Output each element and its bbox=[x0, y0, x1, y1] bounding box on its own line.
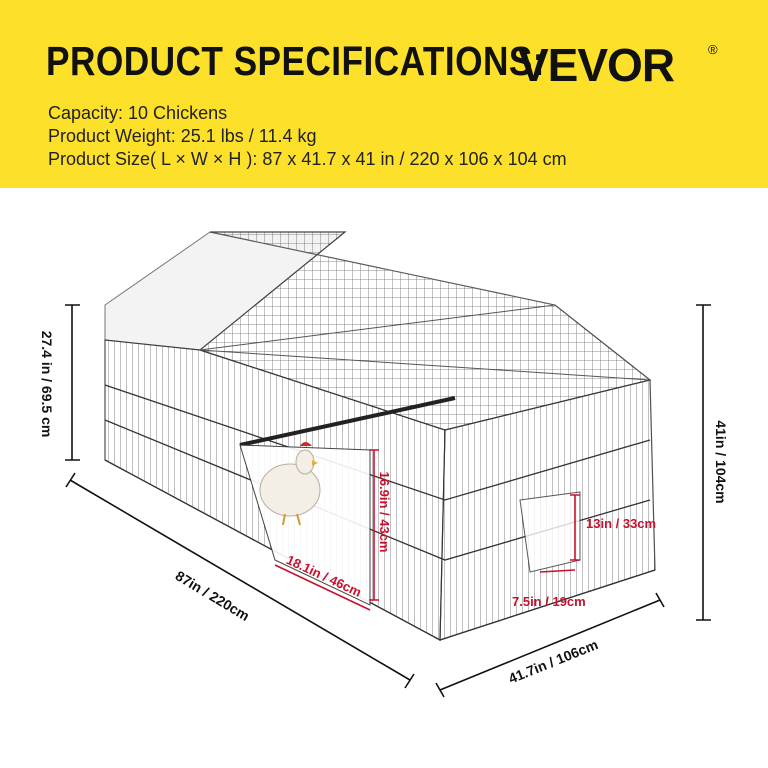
dim-total-height: 41in / 104cm bbox=[713, 420, 729, 504]
dim-width: 41.7in / 106cm bbox=[506, 636, 601, 687]
brand-logo: VEVOR bbox=[518, 39, 675, 91]
dim-length: 87in / 220cm bbox=[172, 567, 253, 625]
dim-side-height: 27.4 in / 69.5 cm bbox=[39, 330, 55, 438]
dim-small-door-height: 13in / 33cm bbox=[586, 516, 657, 531]
spec-capacity: Capacity: 10 Chickens bbox=[48, 103, 228, 123]
product-illustration bbox=[0, 188, 768, 768]
spec-weight: Product Weight: 25.1 lbs / 11.4 kg bbox=[48, 126, 317, 146]
registered-mark: ® bbox=[708, 42, 718, 57]
dim-door-height: 16.9in / 43cm bbox=[377, 471, 392, 553]
spec-size: Product Size( L × W × H ): 87 x 41.7 x 41 in / 220 x 106 x 104 cm bbox=[48, 149, 567, 169]
spec-banner bbox=[0, 0, 768, 188]
spec-heading: PRODUCT SPECIFICATIONS: bbox=[46, 38, 545, 84]
dim-door-width: 18.1in / 46cm bbox=[284, 552, 364, 600]
dim-small-door-width: 7.5in / 19cm bbox=[512, 594, 586, 609]
